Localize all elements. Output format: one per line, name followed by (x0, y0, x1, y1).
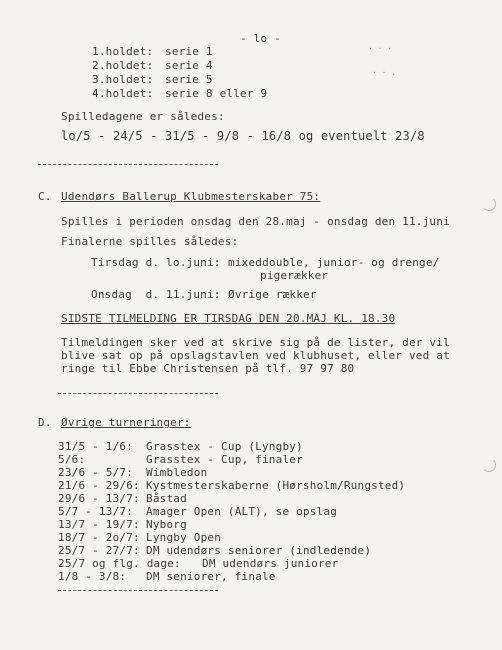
section-d-letter: D. (38, 416, 52, 429)
paper-speck: · · . (372, 68, 397, 77)
event-name: Amager Open (ALT), se opslag (146, 505, 338, 518)
signup-line-1: Tilmeldingen sker ved at skrive sig på de lister, der vil (61, 336, 450, 349)
schedule-label-4: 4.holdet: (92, 87, 154, 100)
event-name: Kystmesterskaberne (Hørsholm/Rungsted) (146, 479, 406, 492)
section-d-heading: Øvrige turneringer: (61, 416, 191, 429)
signup-line-2: blive sat op på opslagstavlen ved klubhuset, eller ved at (61, 349, 450, 362)
schedule-label-1: 1.holdet: (92, 45, 154, 58)
event-name: Grasstex - Cup (Lyngby) (146, 440, 303, 453)
finals-text-1b: pigerækker (260, 269, 329, 282)
divider-1 (38, 164, 218, 165)
event-date: 25/7 og flg. dage: (58, 557, 181, 570)
schedule-label-2: 2.holdet: (92, 59, 154, 72)
finals-heading: Finalerne spilles således: (61, 235, 239, 248)
event-date: 5/7 - 13/7: (58, 505, 134, 518)
deadline-notice: SIDSTE TILMELDING ER TIRSDAG DEN 20.MAJ KL. 18.30 (61, 312, 396, 325)
event-date: 1/8 - 3/8: (58, 570, 127, 583)
event-name: DM seniorer, finale (146, 570, 276, 583)
event-date: 5/6: (58, 453, 86, 466)
section-c-period: Spilles i perioden onsdag den 28.maj - onsdag den 11.juni (61, 215, 450, 228)
schedule-value-2: serie 4 (165, 59, 213, 72)
event-date: 25/7 - 27/7: (58, 544, 140, 557)
event-name: DM udendørs seniorer (indledende) (146, 544, 372, 557)
event-date: 18/7 - 2o/7: (58, 531, 140, 544)
event-name: DM udendørs juniorer (202, 557, 339, 570)
page-number: - lo - (240, 32, 281, 45)
schedule-value-1: serie 1 (165, 45, 213, 58)
event-date: 29/6 - 13/7: (58, 492, 140, 505)
event-name: Grasstex - Cup, finaler (146, 453, 303, 466)
playdays-heading: Spilledagene er således: (61, 110, 225, 123)
schedule-label-3: 3.holdet: (92, 73, 154, 86)
divider-2 (58, 393, 218, 394)
section-c-heading: Udendørs Ballerup Klubmesterskaber 75: (61, 190, 321, 203)
event-date: 21/6 - 29/6: (58, 479, 140, 492)
event-name: Båstad (146, 492, 187, 505)
event-name: Lyngby Open (146, 531, 222, 544)
finals-text-1: mixeddouble, junior- og drenge/ (228, 256, 440, 269)
event-name: Wimbledon (146, 466, 208, 479)
finals-text-2: Øvrige rækker (228, 288, 317, 301)
signup-line-3: ringe til Ebbe Christensen på tlf. 97 97 80 (61, 362, 355, 375)
punch-hole-mark (482, 458, 496, 472)
event-name: Nyborg (146, 518, 187, 531)
punch-hole-mark (482, 197, 496, 211)
schedule-value-3: serie 5 (165, 73, 213, 86)
finals-day-2: Onsdag d. 11.juni: (91, 288, 221, 301)
finals-day-1: Tirsdag d. lo.juni: (91, 256, 221, 269)
divider-3 (58, 590, 218, 591)
event-date: 13/7 - 19/7: (58, 518, 140, 531)
event-date: 23/6 - 5/7: (58, 466, 134, 479)
event-date: 31/5 - 1/6: (58, 440, 134, 453)
paper-speck: · · · (368, 44, 393, 53)
playdays-dates: lo/5 - 24/5 - 31/5 - 9/8 - 16/8 og eventuelt 23/8 (61, 129, 425, 143)
section-c-letter: C. (38, 190, 52, 203)
schedule-value-4: serie 8 eller 9 (165, 87, 268, 100)
